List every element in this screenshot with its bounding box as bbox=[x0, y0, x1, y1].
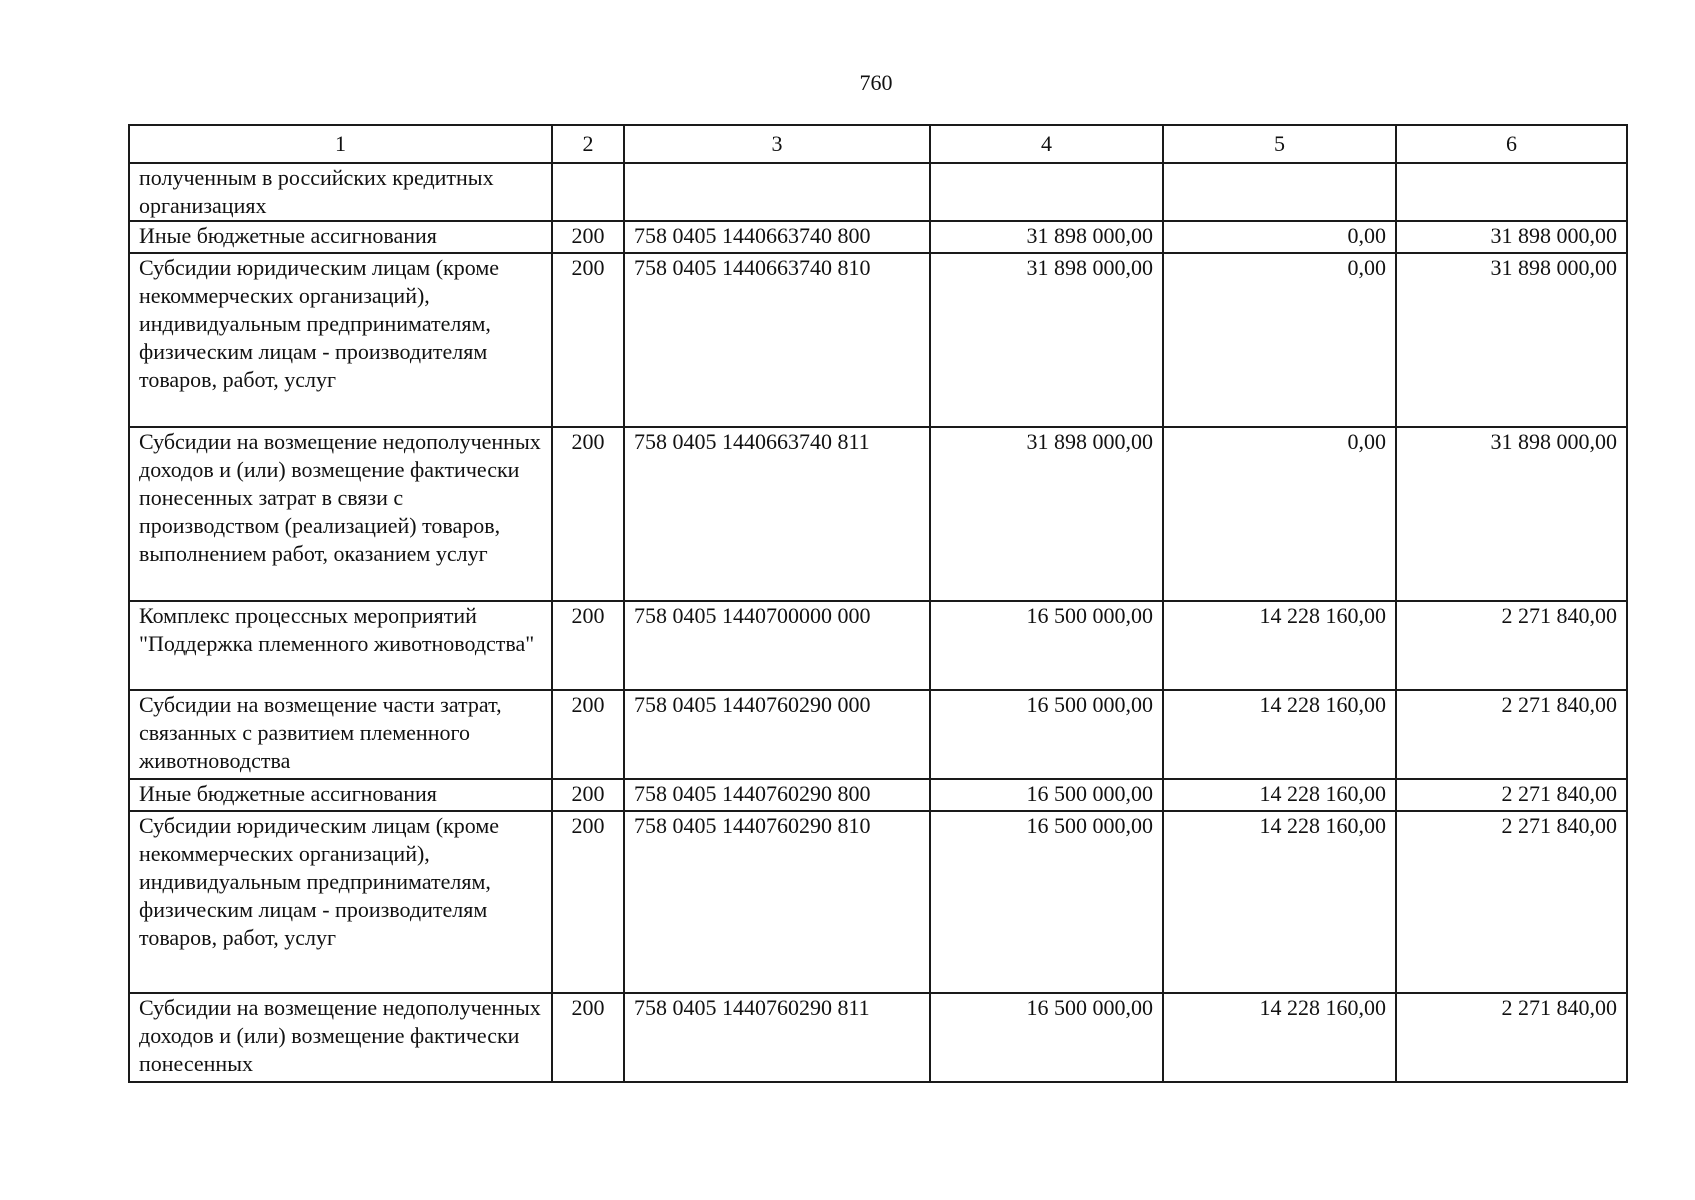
table-row bbox=[129, 163, 1627, 221]
row-amount-6: 2 271 840,00 bbox=[1396, 811, 1627, 993]
row-code bbox=[624, 163, 930, 221]
table-row bbox=[129, 427, 1627, 601]
column-header: 6 bbox=[1396, 125, 1627, 163]
row-col2: 200 bbox=[552, 993, 624, 1082]
row-col2 bbox=[552, 163, 624, 221]
row-name: полученным в российских кредитных организациях bbox=[129, 163, 552, 221]
table-row bbox=[129, 253, 1627, 427]
row-amount-5: 14 228 160,00 bbox=[1163, 690, 1396, 779]
column-header: 1 bbox=[129, 125, 552, 163]
page-number: 760 bbox=[859, 70, 893, 95]
row-amount-4: 16 500 000,00 bbox=[930, 993, 1163, 1082]
row-amount-6: 2 271 840,00 bbox=[1396, 779, 1627, 811]
row-amount-5: 14 228 160,00 bbox=[1163, 779, 1396, 811]
row-col2: 200 bbox=[552, 221, 624, 253]
row-name: Субсидии юридическим лицам (кроме некоммерческих организаций), индивидуальным предпринимателям, физическим лицам - производителям товаров, работ, услуг bbox=[129, 811, 552, 993]
row-code: 758 0405 1440760290 000 bbox=[624, 690, 930, 779]
row-name: Комплекс процессных мероприятий "Поддержка племенного животноводства" bbox=[129, 601, 552, 690]
row-amount-6: 2 271 840,00 bbox=[1396, 601, 1627, 690]
column-header: 4 bbox=[930, 125, 1163, 163]
row-code: 758 0405 1440760290 810 bbox=[624, 811, 930, 993]
row-code: 758 0405 1440663740 811 bbox=[624, 427, 930, 601]
row-name: Субсидии на возмещение части затрат, связанных с развитием племенного животноводства bbox=[129, 690, 552, 779]
row-amount-6: 31 898 000,00 bbox=[1396, 253, 1627, 427]
row-amount-4: 16 500 000,00 bbox=[930, 690, 1163, 779]
row-amount-5: 0,00 bbox=[1163, 221, 1396, 253]
row-col2: 200 bbox=[552, 427, 624, 601]
row-amount-4 bbox=[930, 163, 1163, 221]
row-col2: 200 bbox=[552, 779, 624, 811]
row-code: 758 0405 1440760290 800 bbox=[624, 779, 930, 811]
row-amount-4: 31 898 000,00 bbox=[930, 221, 1163, 253]
row-amount-4: 16 500 000,00 bbox=[930, 811, 1163, 993]
row-col2: 200 bbox=[552, 253, 624, 427]
row-name: Иные бюджетные ассигнования bbox=[129, 779, 552, 811]
row-amount-5: 0,00 bbox=[1163, 427, 1396, 601]
row-code: 758 0405 1440663740 800 bbox=[624, 221, 930, 253]
budget-table bbox=[128, 124, 1628, 1083]
column-header: 2 bbox=[552, 125, 624, 163]
row-amount-5: 0,00 bbox=[1163, 253, 1396, 427]
row-amount-5 bbox=[1163, 163, 1396, 221]
row-code: 758 0405 1440663740 810 bbox=[624, 253, 930, 427]
table-row bbox=[129, 601, 1627, 690]
row-name: Субсидии на возмещение недополученных доходов и (или) возмещение фактически понесенных bbox=[129, 993, 552, 1082]
row-amount-6: 2 271 840,00 bbox=[1396, 993, 1627, 1082]
row-amount-5: 14 228 160,00 bbox=[1163, 993, 1396, 1082]
row-amount-5: 14 228 160,00 bbox=[1163, 601, 1396, 690]
row-amount-4: 31 898 000,00 bbox=[930, 427, 1163, 601]
table-row bbox=[129, 221, 1627, 253]
row-name: Субсидии на возмещение недополученных доходов и (или) возмещение фактически понесенных затрат в связи с производством (реализацией) товаров, выполнением работ, оказанием услуг bbox=[129, 427, 552, 601]
row-col2: 200 bbox=[552, 811, 624, 993]
row-amount-6: 31 898 000,00 bbox=[1396, 221, 1627, 253]
column-header: 3 bbox=[624, 125, 930, 163]
table-row bbox=[129, 811, 1627, 993]
row-col2: 200 bbox=[552, 601, 624, 690]
row-amount-5: 14 228 160,00 bbox=[1163, 811, 1396, 993]
row-amount-6 bbox=[1396, 163, 1627, 221]
row-name: Иные бюджетные ассигнования bbox=[129, 221, 552, 253]
row-amount-6: 31 898 000,00 bbox=[1396, 427, 1627, 601]
row-col2: 200 bbox=[552, 690, 624, 779]
column-header: 5 bbox=[1163, 125, 1396, 163]
header-row bbox=[129, 125, 1627, 163]
row-code: 758 0405 1440700000 000 bbox=[624, 601, 930, 690]
row-amount-4: 16 500 000,00 bbox=[930, 601, 1163, 690]
table-row bbox=[129, 993, 1627, 1082]
row-name: Субсидии юридическим лицам (кроме некоммерческих организаций), индивидуальным предпринимателям, физическим лицам - производителям товаров, работ, услуг bbox=[129, 253, 552, 427]
row-amount-4: 31 898 000,00 bbox=[930, 253, 1163, 427]
row-amount-6: 2 271 840,00 bbox=[1396, 690, 1627, 779]
row-code: 758 0405 1440760290 811 bbox=[624, 993, 930, 1082]
table-row bbox=[129, 779, 1627, 811]
row-amount-4: 16 500 000,00 bbox=[930, 779, 1163, 811]
table-row bbox=[129, 690, 1627, 779]
